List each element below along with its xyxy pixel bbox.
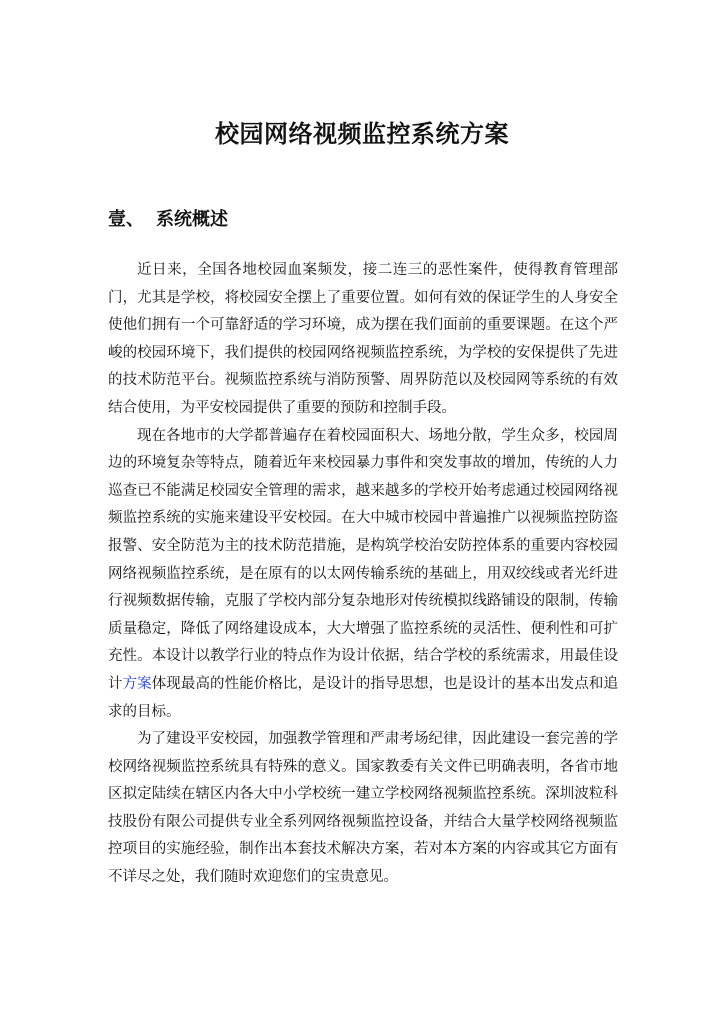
document-title: 校园网络视频监控系统方案	[215, 120, 509, 148]
paragraph-3: 为了建设平安校园，加强教学管理和严肃考场纪律，因此建设一套完善的学校网络视频监控系统具有特殊的意义。国家教委有关文件已明确表明，各省市地区拟定陆续在辖区内各大中小学校统一建立学校网络视频监控系统。深圳波粒科技股份有限公司提供专业全系列网络视频监控设备，并结合大量学校网络视频监控项目的实施经验，制作出本套技术解决方案，若对本方案的内容或其它方面有不详尽之处，我们随时欢迎您们的宝贵意见。	[108, 731, 618, 886]
section-title: 系统概述	[156, 209, 228, 230]
paragraph-1: 近日来，全国各地校园血案频发，接二连三的恶性案件，使得教育管理部门，尤其是学校，将校园安全摆上了重要位置。如何有效的保证学生的人身安全使他们拥有一个可靠舒适的学习环境，成为摆在我们面前的重要课题。在这个严峻的校园环境下，我们提供的校园网络视频监控系统，为学校的安保提供了先进的技术防范平台。视频监控系统与消防预警、周界防范以及校园网等系统的有效结合使用，为平安校园提供了重要的预防和控制手段。	[108, 262, 618, 416]
paragraph-2	[108, 423, 618, 727]
solution-link[interactable]: 方案	[122, 675, 152, 692]
paragraph-2-text-before-link: 现在各地市的大学都普遍存在着校园面积大、场地分散，学生众多，校园周边的环境复杂等特点，随着近年来校园暴力事件和突发事故的增加，传统的人力巡查已不能满足校园安全管理的需求，越来越多的学校开始考虑通过校园网络视频监控系统的实施来建设平安校园。在大中城市校园中普遍推广以视频监控防盗报警、安全防范为主的技术防范措施，是构筑学校治安防控体系的重要内容校园网络视频监控系统，是在原有的以太网传输系统的基础上，用双绞线或者光纤进行视频数据传输，克服了学校内部分复杂地形对传统模拟线路铺设的限制，传输质量稳定，降低了网络建设成本，大大增强了监控系统的灵活性、便利性和可扩充性。本设计以教学行业的特点作为设计依据，结合学校的系统需求，用最佳设计	[108, 427, 618, 692]
section-heading	[108, 204, 228, 236]
section-number: 壹、	[108, 209, 144, 230]
document-body	[108, 257, 618, 892]
paragraph-2-text-after-link: 体现最高的性能价格比，是设计的指导思想，也是设计的基本出发点和追求的目标。	[108, 675, 619, 720]
